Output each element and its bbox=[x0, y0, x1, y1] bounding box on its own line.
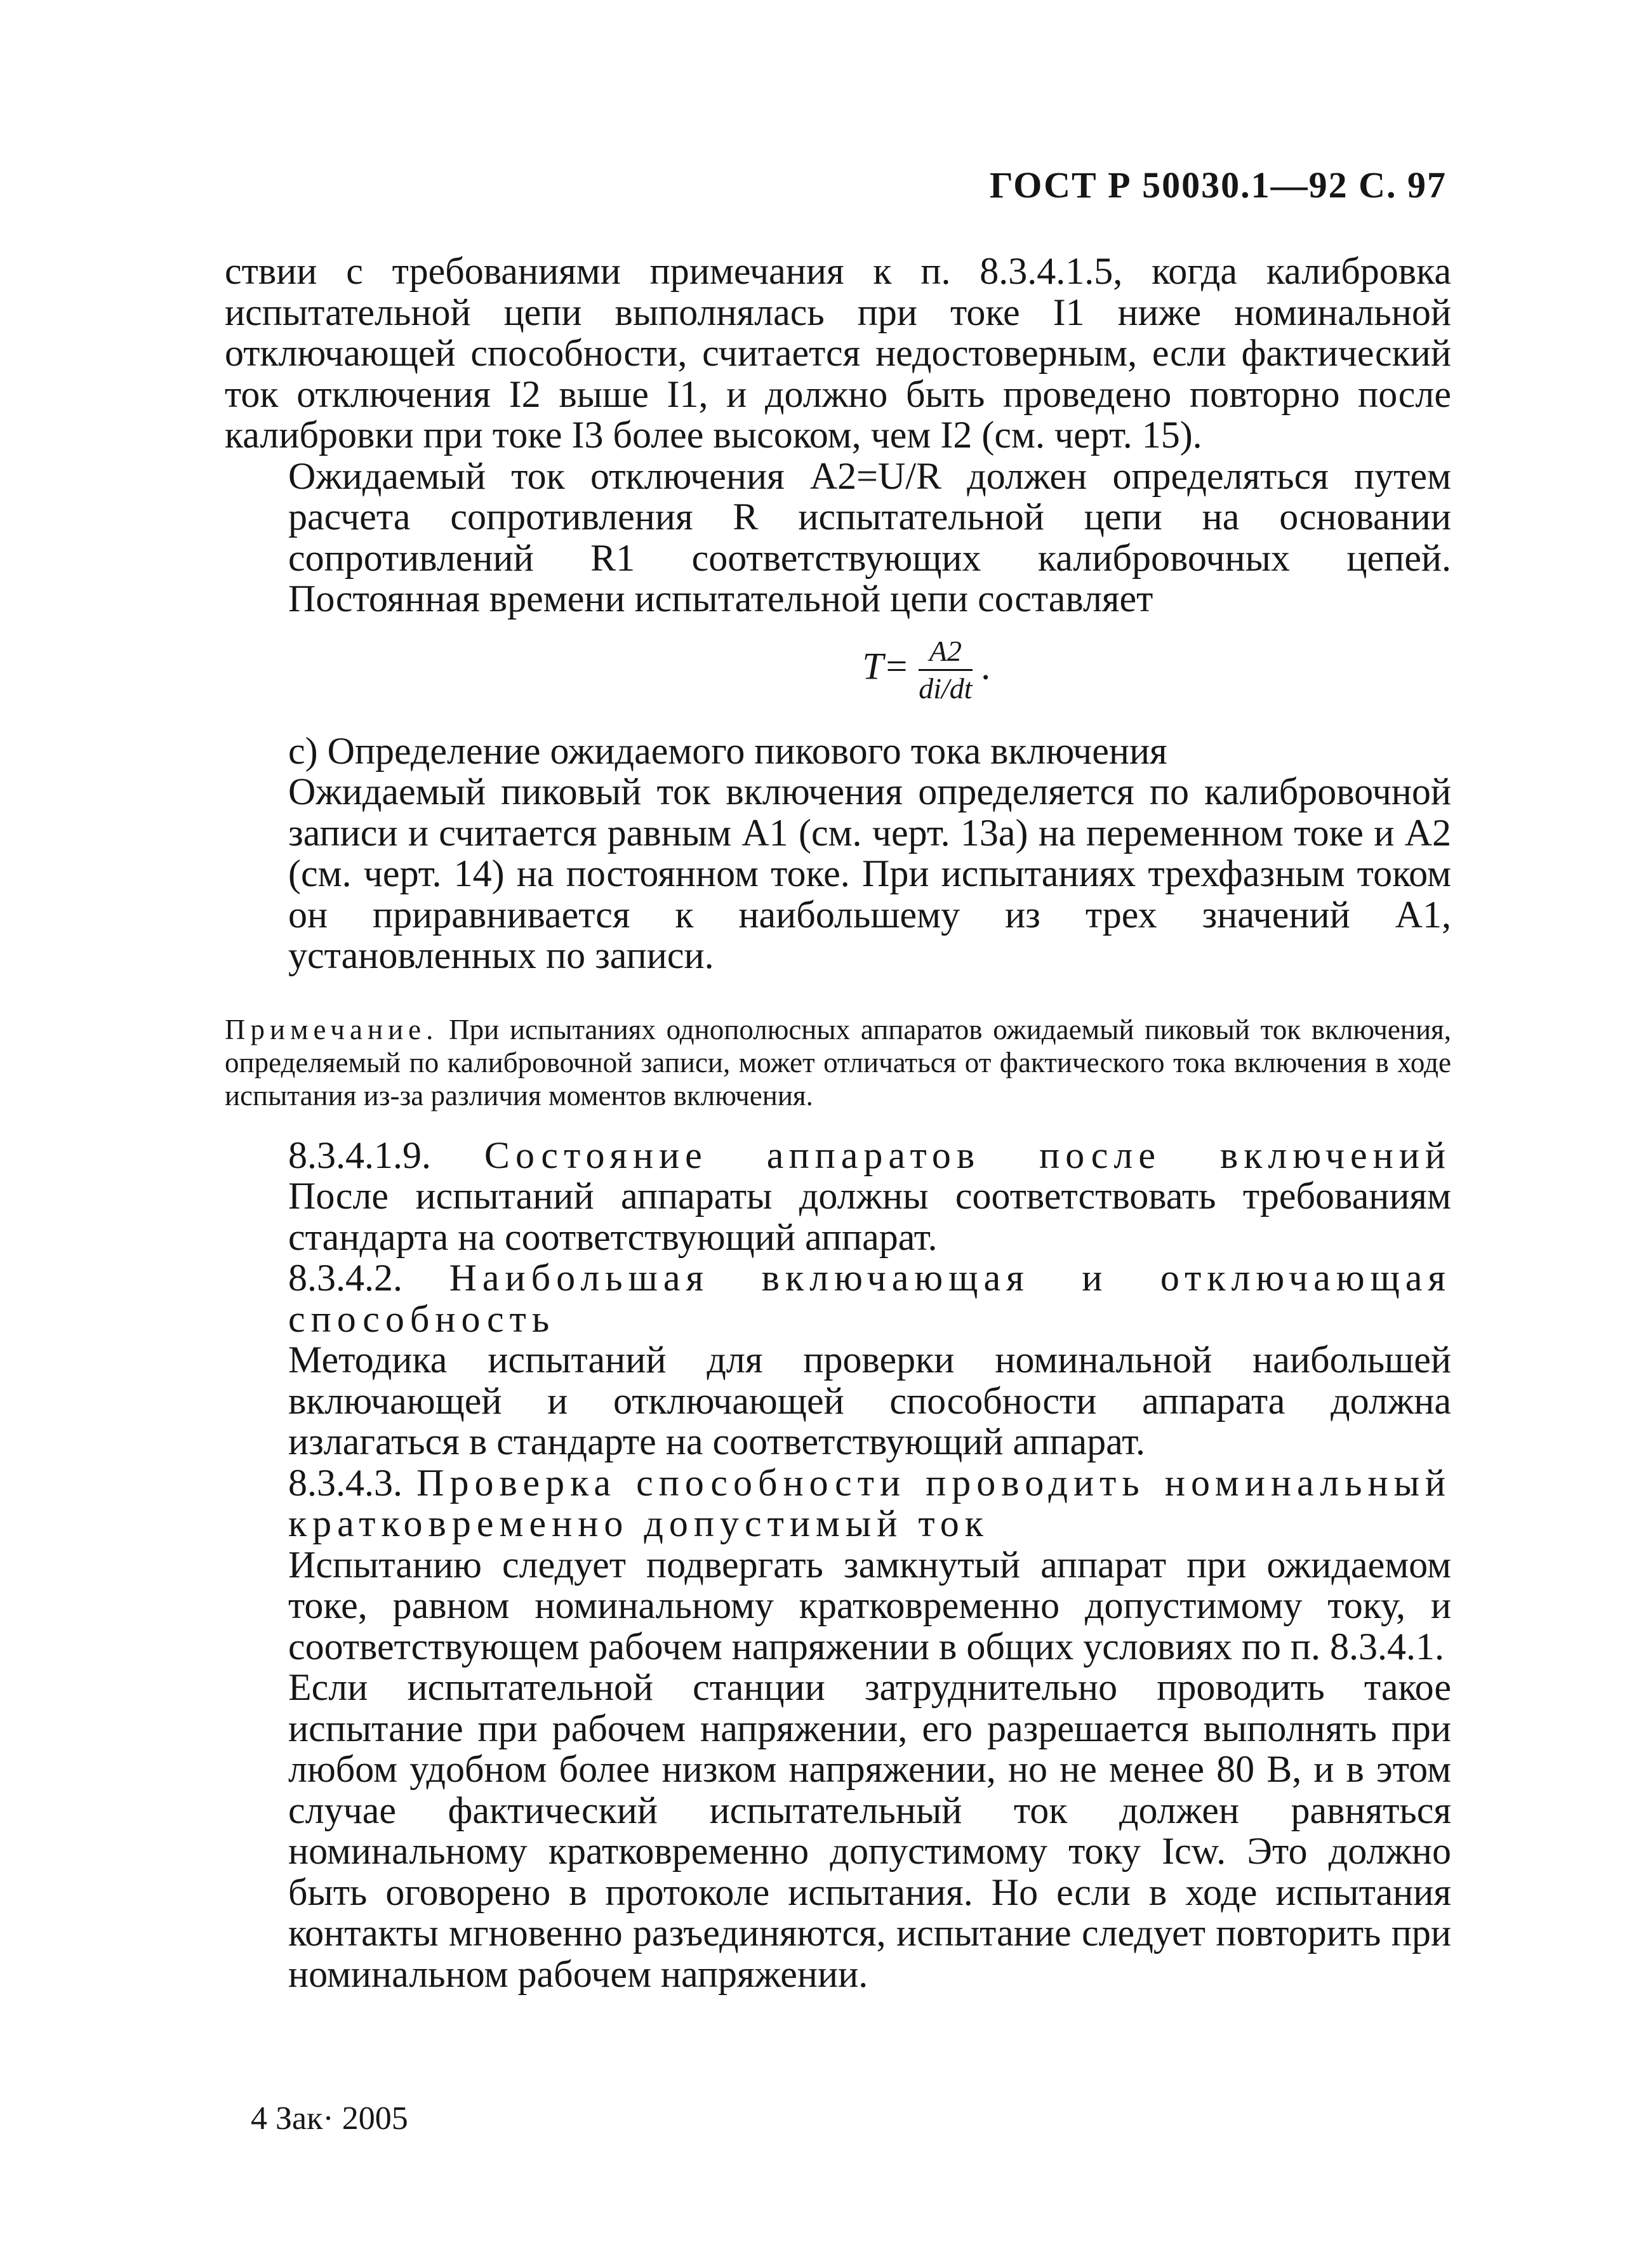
section-heading: Проверка способности проводить номинальный кратковременно допустимый ток bbox=[288, 1461, 1451, 1544]
formula-lhs: T= bbox=[862, 644, 910, 687]
section-8-3-4-3-text: Испытанию следует подвергать замкнутый аппарат при ожидаемом токе, равном номинальному кратковременно допустимому току, и соответствующем рабочем напряжении в общих условиях по п. 8.3.4.1. bbox=[288, 1543, 1451, 1668]
formula-tail: . bbox=[981, 644, 992, 687]
time-constant-formula bbox=[402, 633, 1451, 706]
section-number: 8.3.4.3. bbox=[288, 1461, 402, 1504]
paragraph-continuation: ствии с требованиями примечания к п. 8.3.4.1.5, когда калибровка испытательной цепи выполнялась при токе I1 ниже номинальной отключающей способности, считается недостоверным, если фактический ток отключения I2 выше I1, и должно быть проведено повторно после калибровки при токе I3 более высоком, чем I2 (см. черт. 15). bbox=[225, 250, 1451, 456]
paragraph-peak-current: Ожидаемый пиковый ток включения определяется по калибровочной записи и считается равным A1 (см. черт. 13а) на переменном токе и A2 (см. черт. 14) на постоянном токе. При испытаниях трехфазным током он приравнивается к наибольшему из трех значений A1, установленных по записи. bbox=[288, 771, 1451, 976]
formula-numerator: A2 bbox=[919, 633, 972, 671]
section-8-3-4-2-heading bbox=[225, 1257, 1451, 1339]
page-header: ГОСТ Р 50030.1—92 С. 97 bbox=[989, 164, 1447, 206]
paragraph-breaking-current: Ожидаемый ток отключения A2=U/R должен определяться путем расчета сопротивления R испытательной цепи на основании сопротивлений R1 соответствующих калибровочных цепей. Постоянная времени испытательной цепи составляет bbox=[288, 454, 1451, 620]
note-block bbox=[225, 1013, 1451, 1112]
page-footer: 4 Зак· 2005 bbox=[251, 2100, 408, 2137]
formula-denominator: di/dt bbox=[919, 672, 973, 705]
document-body bbox=[225, 251, 1451, 1994]
note-text: При испытаниях однополюсных аппаратов ожидаемый пиковый ток включения, определяемый по калибровочной записи, может отличаться от фактического тока включения в ходе испытания из-за различия моментов включения. bbox=[225, 1013, 1452, 1111]
formula-fraction bbox=[919, 633, 972, 706]
note-label: Примечание. bbox=[225, 1013, 439, 1045]
section-8-3-4-3-heading bbox=[225, 1462, 1451, 1544]
paragraph-low-voltage-test: Если испытательной станции затруднительно проводить такое испытание при рабочем напряжении, его разрешается выполнять при любом удобном более низком напряжении, но не менее 80 В, и в этом случае фактический испытательный ток должен равняться номинальному кратковременно допустимому току Icw. Это должно быть оговорено в протоколе испытания. Но если в ходе испытания контакты мгновенно разъединяются, испытание следует повторить при номинальном рабочем напряжении. bbox=[288, 1666, 1451, 1995]
section-8-3-4-1-9-text: После испытаний аппараты должны соответствовать требованиям стандарта на соответствующий аппарат. bbox=[288, 1175, 1451, 1258]
section-c-title: с) Определение ожидаемого пикового тока включения bbox=[288, 729, 1167, 772]
section-number: 8.3.4.2. bbox=[288, 1257, 402, 1299]
section-heading: Наибольшая включающая и отключающая способность bbox=[288, 1257, 1452, 1340]
section-8-3-4-1-9-heading bbox=[225, 1135, 1451, 1176]
section-heading: Состояние аппаратов после включений bbox=[484, 1134, 1451, 1176]
section-number: 8.3.4.1.9. bbox=[288, 1134, 431, 1176]
section-8-3-4-2-text: Методика испытаний для проверки номинальной наибольшей включающей и отключающей способности аппарата должна излагаться в стандарте на соответствующий аппарат. bbox=[288, 1339, 1451, 1462]
